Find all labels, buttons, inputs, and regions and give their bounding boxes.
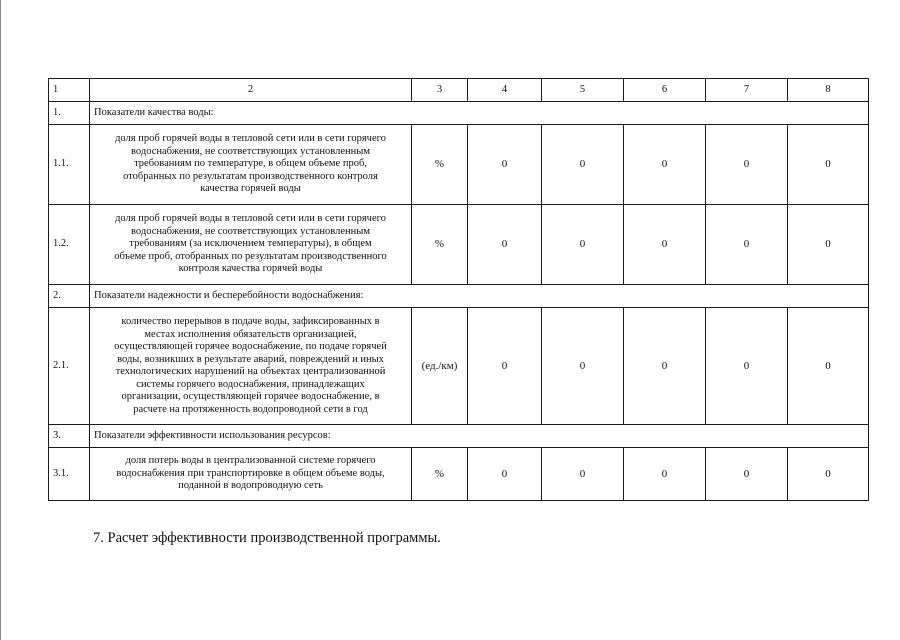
header-cell: 5 <box>542 79 624 102</box>
unit-cell: % <box>412 448 468 501</box>
unit-cell: % <box>412 205 468 285</box>
value-cell: 0 <box>542 125 624 205</box>
header-cell: 4 <box>468 79 542 102</box>
row-number: 3.1. <box>49 448 90 501</box>
value-cell: 0 <box>468 205 542 285</box>
unit-cell: % <box>412 125 468 205</box>
table-row <box>49 308 869 425</box>
description-line: системы горячего водоснабжения, принадлежащих <box>136 378 365 390</box>
value-cell: 0 <box>624 448 706 501</box>
table-row <box>49 205 869 285</box>
description-line: местах исполнения обязательств организацией, <box>144 328 357 340</box>
section-row <box>49 102 869 125</box>
header-cell: 2 <box>90 79 412 102</box>
description-line: требованиям по температуре, в общем объеме проб, <box>134 158 367 170</box>
section-number: 1. <box>49 102 90 125</box>
value-cell: 0 <box>706 205 788 285</box>
section-title: Показатели эффективности использования ресурсов: <box>90 425 869 448</box>
description-line: доля потерь воды в централизованной системе горячего <box>125 455 376 467</box>
value-cell: 0 <box>468 448 542 501</box>
value-cell: 0 <box>542 308 624 425</box>
description-line: организации, осуществляющей горячее водоснабжение, в <box>121 391 380 402</box>
value-cell: 0 <box>706 448 788 501</box>
value-cell: 0 <box>706 308 788 425</box>
value-cell: 0 <box>788 308 869 425</box>
unit-cell: (ед./км) <box>412 308 468 425</box>
row-number: 1.1. <box>49 125 90 205</box>
indicator-description <box>90 125 412 205</box>
description-line: контроля качества горячей воды <box>178 263 323 275</box>
value-cell: 0 <box>624 205 706 285</box>
value-cell: 0 <box>624 125 706 205</box>
value-cell: 0 <box>468 308 542 425</box>
header-cell: 8 <box>788 79 869 102</box>
section-title: Показатели качества воды: <box>90 102 869 125</box>
value-cell: 0 <box>624 308 706 425</box>
description-line: водоснабжения при транспортировке в общем объеме воды, <box>116 467 385 479</box>
value-cell: 0 <box>468 125 542 205</box>
page-left-edge <box>0 0 1 640</box>
section-row <box>49 425 869 448</box>
description-line: доля проб горячей воды в тепловой сети или в сети горячего <box>115 213 386 225</box>
description-line: поданной в водопроводную сеть <box>178 480 323 492</box>
value-cell: 0 <box>788 448 869 501</box>
table-body <box>49 79 869 501</box>
description-line: требованиям (за исключением температуры), в общем <box>129 238 372 250</box>
section-number: 3. <box>49 425 90 448</box>
header-cell: 7 <box>706 79 788 102</box>
description-line: объеме проб, отобранных по результатам производственного <box>114 250 387 262</box>
value-cell: 0 <box>542 448 624 501</box>
description-line: расчете на протяженность водопроводной сети в год <box>133 403 368 415</box>
description-line: количество перерывов в подаче воды, зафиксированных в <box>121 316 380 327</box>
table-row <box>49 125 869 205</box>
indicators-table <box>48 78 869 501</box>
section-row <box>49 285 869 308</box>
header-cell: 6 <box>624 79 706 102</box>
indicator-description <box>90 205 412 285</box>
value-cell: 0 <box>542 205 624 285</box>
description-line: водоснабжения, не соответствующих установленным <box>131 145 370 157</box>
description-line: технологических нарушений на объектах централизованной <box>115 366 386 377</box>
value-cell: 0 <box>788 205 869 285</box>
header-cell: 3 <box>412 79 468 102</box>
indicator-description <box>90 308 412 425</box>
row-number: 2.1. <box>49 308 90 425</box>
description-line: отобранных по результатам производственного контроля <box>123 170 378 182</box>
description-line: осуществляющей горячее водоснабжение, по подаче горячей <box>114 341 387 352</box>
indicator-description <box>90 448 412 501</box>
description-line: доля проб горячей воды в тепловой сети или в сети горячего <box>115 133 386 145</box>
description-line: водоснабжения, не соответствующих установленным <box>131 225 370 237</box>
value-cell: 0 <box>706 125 788 205</box>
description-line: воды, возникших в результате аварий, повреждений и иных <box>117 353 384 365</box>
section-number: 2. <box>49 285 90 308</box>
table-row <box>49 448 869 501</box>
section-title: Показатели надежности и бесперебойности водоснабжения: <box>90 285 869 308</box>
row-number: 1.2. <box>49 205 90 285</box>
header-cell: 1 <box>49 79 90 102</box>
section-heading: 7. Расчет эффективности производственной программы. <box>93 530 441 546</box>
description-line: качества горячей воды <box>200 183 301 195</box>
header-row <box>49 79 869 102</box>
value-cell: 0 <box>788 125 869 205</box>
